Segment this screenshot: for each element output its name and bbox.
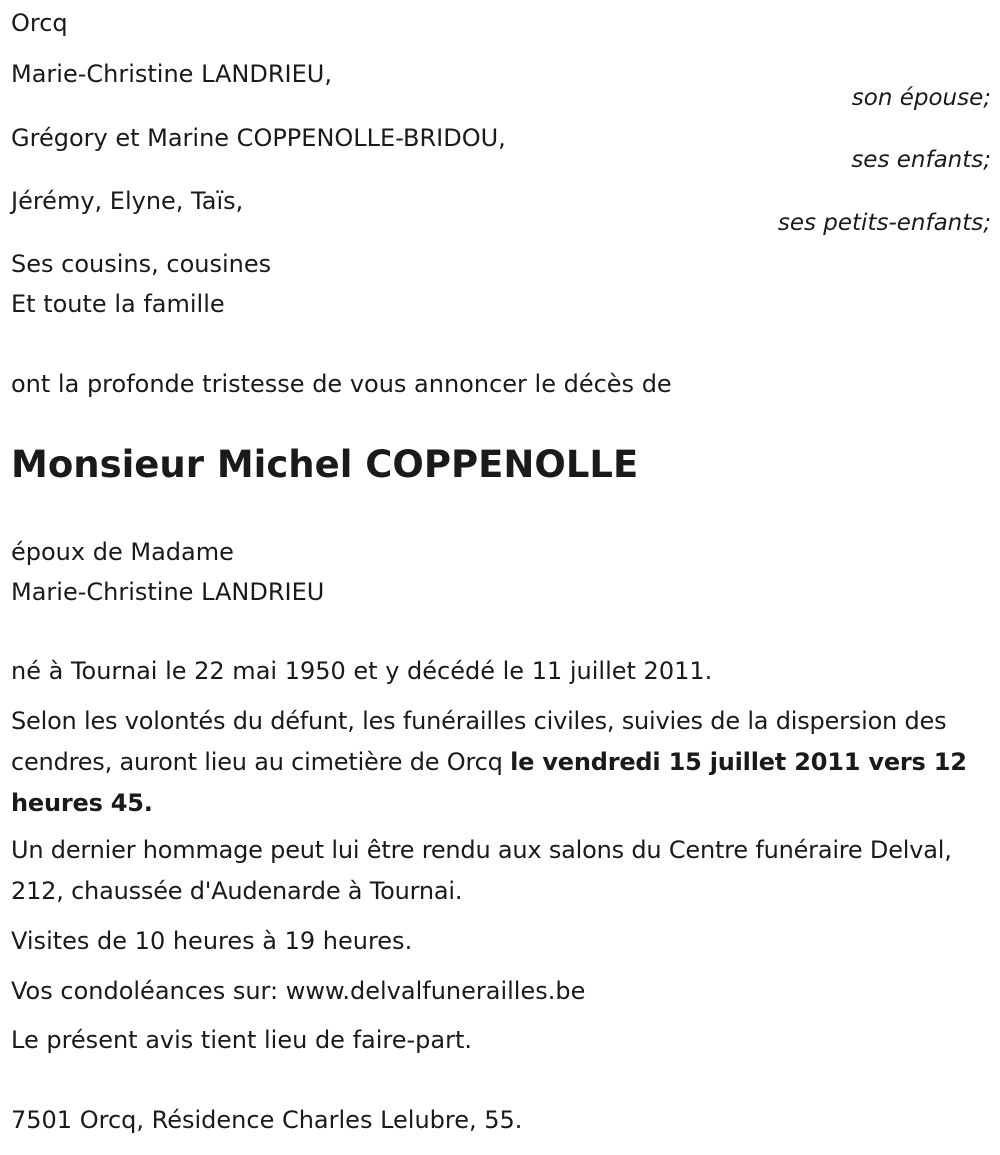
deceased-name: Monsieur Michel COPPENOLLE — [11, 443, 639, 486]
visits-text: Visites de 10 heures à 19 heures. — [11, 927, 413, 955]
family-member-spouse: Marie-Christine LANDRIEU, — [11, 60, 332, 88]
funeral-date: le vendredi 15 juillet 2011 vers 12 heures 45. — [11, 748, 967, 817]
funeral-text: Selon les volontés du défunt, les funérailles civiles, suivies de la dispersion des cendres, auront lieu au cimetière de Orcq — [11, 707, 947, 776]
condolences-text: Vos condoléances sur: www.delvalfunerailles.be — [11, 977, 586, 1005]
obituary-notice — [11, 0, 991, 1155]
family-member-grandchildren: Jérémy, Elyne, Taïs, — [11, 187, 244, 215]
address-text: 7501 Orcq, Résidence Charles Lelubre, 55. — [11, 1106, 523, 1134]
relatives-line-family: Et toute la famille — [11, 290, 225, 318]
family-role-children: ses enfants; — [851, 147, 991, 173]
spouse-line-1: époux de Madame — [11, 538, 234, 566]
family-role-grandchildren: ses petits-enfants; — [777, 210, 991, 236]
relatives-line-cousins: Ses cousins, cousines — [11, 250, 272, 278]
spouse-line-2: Marie-Christine LANDRIEU — [11, 578, 325, 606]
birth-death-text: né à Tournai le 22 mai 1950 et y décédé le 11 juillet 2011. — [11, 657, 713, 685]
funeral-paragraph — [11, 701, 996, 824]
announcement-text: ont la profonde tristesse de vous annoncer le décès de — [11, 370, 672, 398]
tribute-paragraph: Un dernier hommage peut lui être rendu aux salons du Centre funéraire Delval, 212, chaussée d'Audenarde à Tournai. — [11, 836, 952, 905]
place-heading: Orcq — [11, 9, 68, 37]
family-role-spouse: son épouse; — [851, 85, 991, 111]
notice-text: Le présent avis tient lieu de faire-part. — [11, 1026, 473, 1054]
family-member-children: Grégory et Marine COPPENOLLE-BRIDOU, — [11, 124, 506, 152]
